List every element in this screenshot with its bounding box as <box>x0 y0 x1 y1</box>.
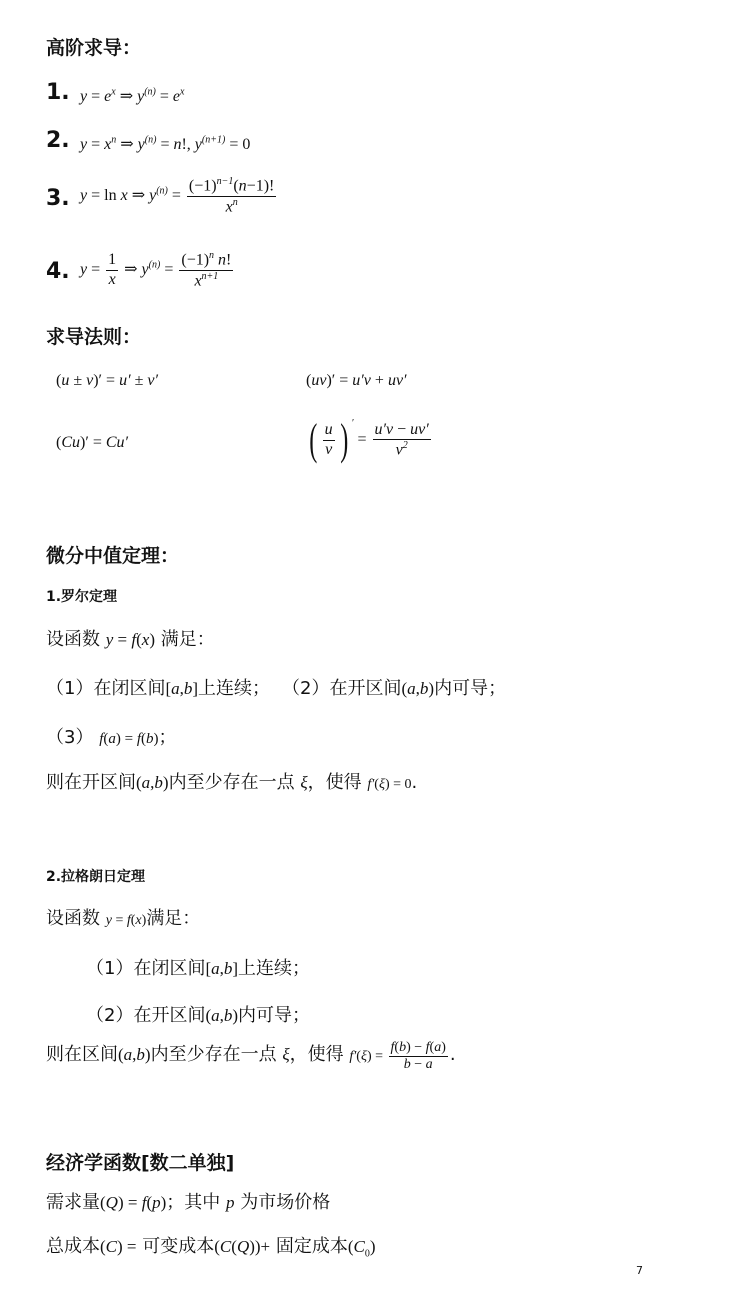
lagrange-title: 2.拉格朗日定理 <box>46 869 146 885</box>
rolle-conclusion: 则在开区间(a,b)内至少存在一点 ξ，使得 f′(ξ) = 0. <box>46 772 418 793</box>
lagrange-condition-1: （1）在闭区间[a,b]上连续； <box>86 958 311 979</box>
section-title-economics: 经济学函数[数二单独] <box>46 1152 235 1174</box>
rolle-title: 1.罗尔定理 <box>46 589 118 605</box>
section-title-higher-derivatives: 高阶求导： <box>46 37 142 59</box>
rule-quotient: ( $\frac{u}{v}$ ) ′ = $\frac{u'v - uv'}{v^2}$ <box>309 415 429 465</box>
section-title-derivative-rules: 求导法则： <box>46 326 142 348</box>
formula-log-derivative: y = ln x ⇒ $y^{(n)}$ = $\frac{(-1)^{n-1}(n-1)!}{x^n}$ <box>80 176 275 216</box>
formula-number-2: 2. <box>46 128 70 153</box>
rolle-condition-3: （3） f(a) = f(b)； <box>46 727 177 748</box>
lagrange-intro: 设函数 y = f(x)满足： <box>46 908 201 929</box>
section-title-mean-value: 微分中值定理： <box>46 545 180 567</box>
formula-number-4: 4. <box>46 259 70 284</box>
formula-reciprocal-derivative: y = $\frac{1}{x}$ ⇒ $y^{(n)}$ = $\frac{(-1)^n n!}{x^{n+1}}$ <box>80 250 232 290</box>
formula-exp-derivative: $y = e^x$ ⇒ $y^{(n)} = e^x$ <box>80 86 185 105</box>
page-number: 7 <box>636 1264 643 1277</box>
rule-product: (uv)′ = u′v + uv′ <box>306 372 407 389</box>
formula-number-3: 3. <box>46 186 70 211</box>
lagrange-conclusion: 则在区间(a,b)内至少存在一点 ξ，使得 f′(ξ) = $\frac{f(b) - f(a)}{b - a}$ . <box>46 1040 456 1073</box>
formula-number-1: 1. <box>46 80 70 105</box>
economics-demand: 需求量(Q) = f(p)；其中 p 为市场价格 <box>46 1192 331 1213</box>
rule-sum: (u ± v)′ = u′ ± v′ <box>56 372 158 389</box>
economics-total-cost: 总成本(C) = 可变成本(C(Q))+ 固定成本$(C_0)$ <box>46 1236 376 1260</box>
rolle-intro: 设函数 y = f(x) 满足： <box>46 629 215 650</box>
rolle-conditions-1-2: （1）在闭区间[a,b]上连续； （2）在开区间(a,b)内可导； <box>46 678 507 699</box>
rule-constant: (Cu)′ = Cu′ <box>56 434 129 451</box>
formula-power-derivative: $y = x^n$ ⇒ $y^{(n)} = n$!, $y^{(n+1)} = 0$ <box>80 134 251 153</box>
lagrange-condition-2: （2）在开区间(a,b)内可导； <box>86 1005 311 1026</box>
